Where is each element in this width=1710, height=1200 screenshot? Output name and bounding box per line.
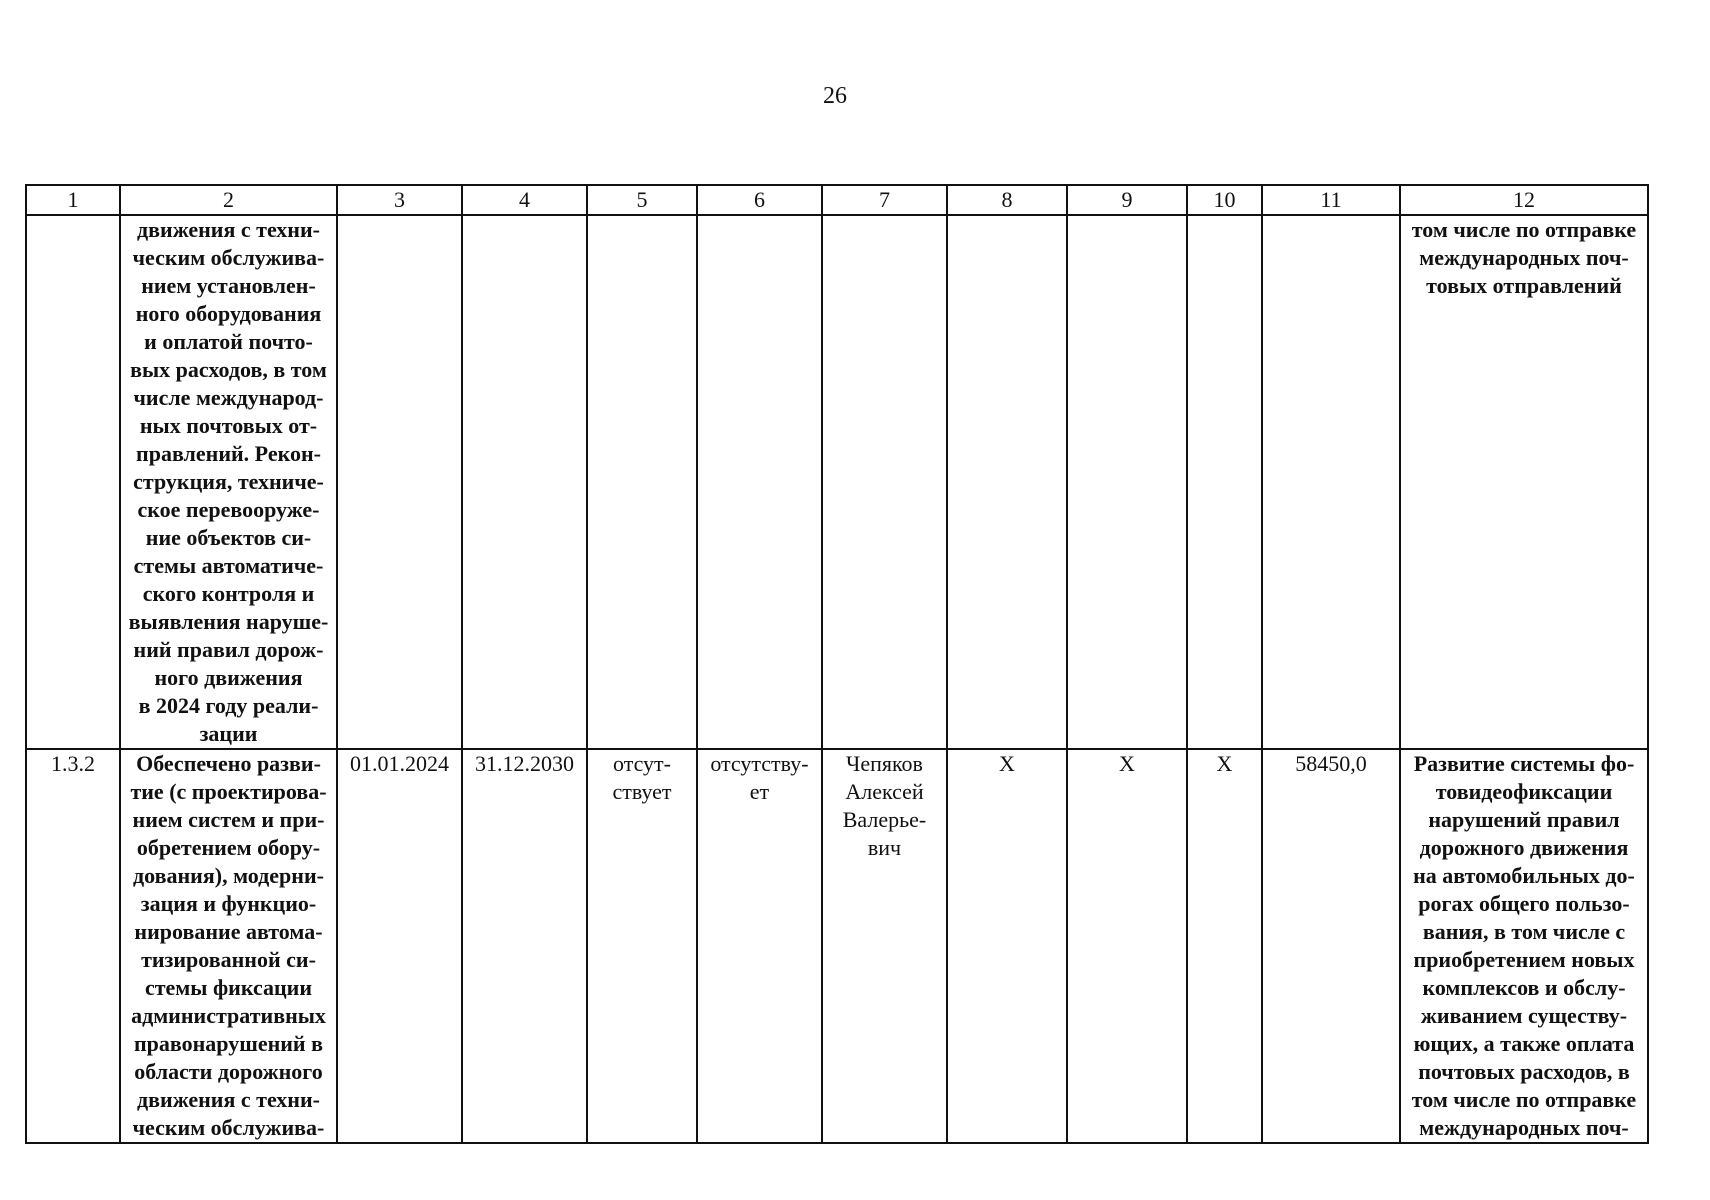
column-header: 4 — [462, 185, 587, 215]
column-5-cell — [587, 215, 697, 749]
column-header: 10 — [1187, 185, 1262, 215]
responsible-cell: Чепяков Алексей Валерье- вич — [822, 749, 947, 1143]
column-header: 8 — [947, 185, 1067, 215]
column-header: 9 — [1067, 185, 1187, 215]
column-6-cell — [697, 215, 822, 749]
end-date-cell — [462, 215, 587, 749]
start-date-cell: 01.01.2024 — [337, 749, 462, 1143]
column-5-cell: отсут- ствует — [587, 749, 697, 1143]
column-header: 12 — [1400, 185, 1648, 215]
column-header: 1 — [26, 185, 120, 215]
row-number-cell — [26, 215, 120, 749]
column-header: 6 — [697, 185, 822, 215]
row-number-cell: 1.3.2 — [26, 749, 120, 1143]
start-date-cell — [337, 215, 462, 749]
table-row — [26, 749, 1648, 1143]
amount-cell: 58450,0 — [1262, 749, 1400, 1143]
column-10-cell: X — [1187, 749, 1262, 1143]
program-table — [25, 184, 1649, 1144]
column-8-cell — [947, 215, 1067, 749]
description-cell: Обеспечено разви- тие (с проектирова- нием систем и при- обретением обору- дования), модерни- зация и функцио- нирование автома- тизированной си- стемы фиксации административных правонарушений в области дорожного движения с техни- ческим обслужива- — [120, 749, 337, 1143]
column-9-cell: X — [1067, 749, 1187, 1143]
column-10-cell — [1187, 215, 1262, 749]
column-header: 3 — [337, 185, 462, 215]
result-cell: том числе по отправке международных поч- товых отправлений — [1400, 215, 1648, 749]
amount-cell — [1262, 215, 1400, 749]
column-header: 7 — [822, 185, 947, 215]
result-cell: Развитие системы фо- товидеофиксации нарушений правил дорожного движения на автомобильных до- рогах общего пользо- вания, в том числе с приобретением новых комплексов и обслу- живанием существу- ющих, а также оплата почтовых расходов, в том числе по отправке международных поч- — [1400, 749, 1648, 1143]
table-row — [26, 215, 1648, 749]
column-header: 2 — [120, 185, 337, 215]
column-header: 5 — [587, 185, 697, 215]
column-header: 11 — [1262, 185, 1400, 215]
description-cell: движения с техни- ческим обслужива- нием установлен- ного оборудования и оплатой почто- вых расходов, в том числе международ- ных почтовых от- правлений. Рекон- струкция, техниче- ское перевооруже- ние объектов си- стемы автоматиче- ского контроля и выявления наруше- ний правил дорож- ного движения в 2024 году реали- зации — [120, 215, 337, 749]
column-8-cell: X — [947, 749, 1067, 1143]
page-number: 26 — [823, 83, 847, 109]
header-row — [26, 185, 1648, 215]
column-9-cell — [1067, 215, 1187, 749]
responsible-cell — [822, 215, 947, 749]
column-6-cell: отсутству- ет — [697, 749, 822, 1143]
end-date-cell: 31.12.2030 — [462, 749, 587, 1143]
